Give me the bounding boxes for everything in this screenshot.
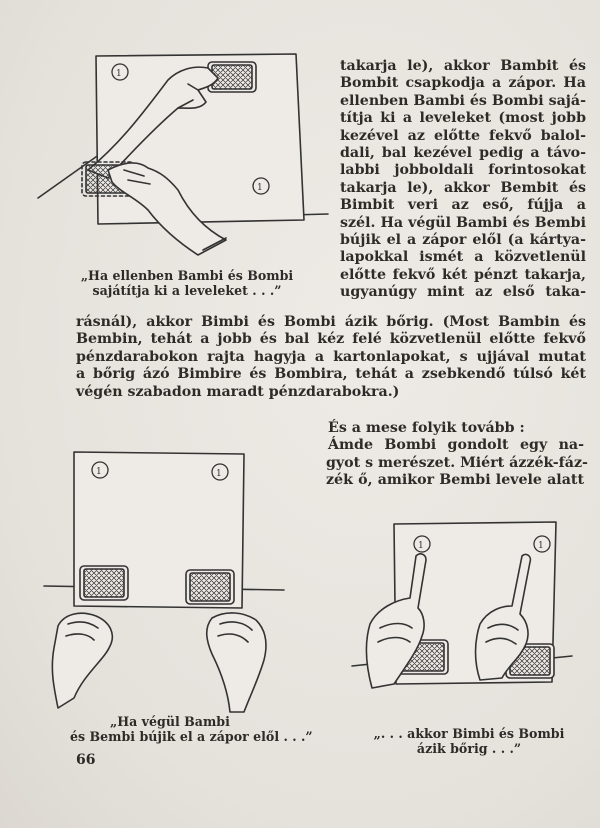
caption-line: „Ha végül Bambi — [110, 714, 230, 729]
svg-text:1: 1 — [418, 541, 424, 551]
text-line: végén szabadon maradt pénzdarabokra.) — [76, 383, 400, 400]
text-line: gyot s merészet. Miért ázzék-fáz- — [326, 454, 588, 471]
text-line: dali, bal kezével pedig a távo- — [340, 145, 586, 162]
text-line: títja ki a leveleket (most jobb — [340, 110, 586, 127]
text-line: Bimbit veri az eső, fújja a — [340, 197, 586, 214]
svg-text:1: 1 — [538, 541, 544, 551]
text-line: a bőrig ázó Bimbire és Bombira, tehát a zsebkendő túlsó két — [76, 366, 586, 383]
text-line: lapokkal ismét a közvetlenül — [340, 249, 586, 266]
caption-line: „Ha ellenben Bambi és Bombi — [80, 268, 294, 283]
text-line: bújik el a zápor elől (a kártya- — [340, 232, 586, 249]
text-line: takarja le), akkor Bembit és — [340, 179, 586, 196]
caption-line: ázik bőrig . . .” — [416, 741, 522, 756]
text-line: pénzdarabokon rajta hagyja a kartonlapokat, s ujjával mutat — [76, 348, 586, 365]
illustration-fingers-pointing-coins — [352, 516, 572, 716]
caption-line: „. . . akkor Bimbi és Bombi — [373, 726, 565, 741]
page-number: 66 — [76, 752, 96, 768]
svg-text:1: 1 — [216, 469, 222, 479]
text-line: Ámde Bombi gondolt egy na- — [328, 437, 584, 454]
text-line: ellenben Bambi és Bombi sajá- — [340, 92, 586, 109]
text-line: labbi jobboldali forintosokat — [340, 162, 586, 179]
text-line: Bombit csapkodja a zápor. Ha — [340, 75, 586, 92]
figure-caption-3 — [364, 726, 574, 756]
figure-caption-2 — [70, 714, 313, 744]
body-text-continuation — [326, 420, 588, 490]
body-text-full-width — [76, 314, 586, 401]
text-line: kezével az előtte fekvő balol- — [340, 127, 586, 144]
text-line: ugyanúgy mint az első taka- — [340, 284, 586, 301]
caption-line: sajátítja ki a leveleket . . .” — [92, 283, 282, 298]
text-line: rásnál), akkor Bimbi és Bombi ázik bőrig. (Most Bambin és — [76, 314, 586, 330]
svg-text:1: 1 — [96, 467, 102, 477]
text-line: Bembin, tehát a jobb és bal kéz felé közvetlenül előtte fekvő — [76, 331, 586, 348]
text-line: előtte fekvő két pénzt takarja, — [340, 266, 586, 283]
text-line: És a mese folyik tovább : — [328, 420, 525, 436]
body-text-right-column — [340, 58, 586, 302]
figure-caption-1 — [72, 268, 302, 298]
svg-text:1: 1 — [257, 183, 263, 193]
text-line: zék ő, amikor Bembi levele alatt — [326, 472, 584, 489]
illustration-hands-covering-coins — [28, 50, 328, 260]
illustration-cards-under-hands — [44, 448, 284, 718]
svg-text:1: 1 — [116, 69, 122, 79]
caption-line: és Bembi bújik el a zápor elől . . .” — [70, 729, 313, 744]
text-line: takarja le), akkor Bambit és — [340, 58, 586, 74]
text-line: szél. Ha végül Bambi és Bembi — [340, 214, 586, 231]
